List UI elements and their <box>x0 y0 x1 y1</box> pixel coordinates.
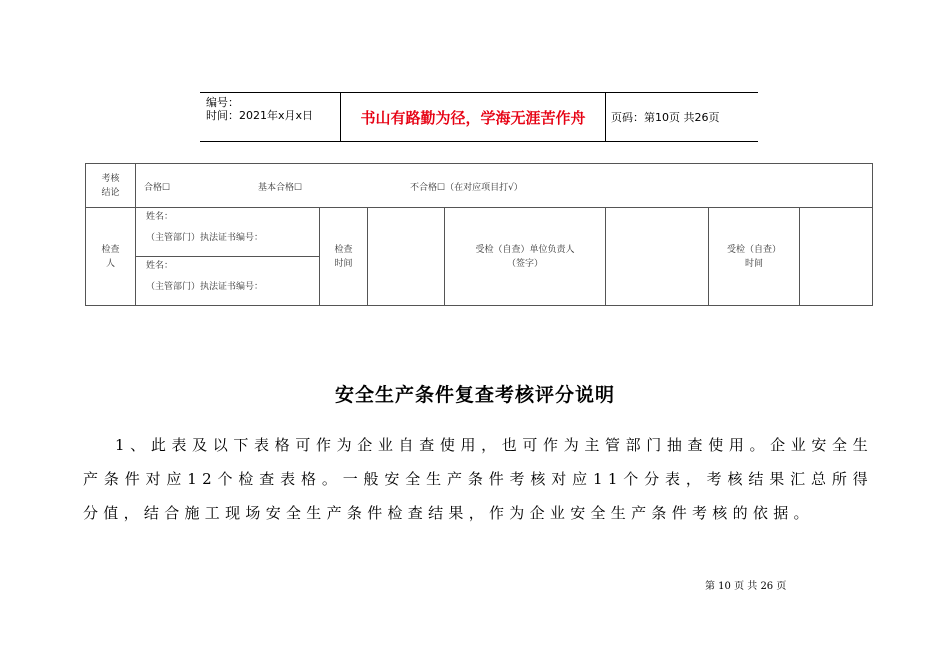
assessment-row <box>86 164 873 208</box>
assess-conclusion-label: 考核 结论 <box>86 164 136 208</box>
inspector-label: 检查 人 <box>86 208 136 306</box>
responsible-signature-value <box>606 208 709 306</box>
inspector-1-cell <box>136 208 320 257</box>
assess-options-cell <box>136 164 873 208</box>
assessment-table <box>85 163 873 306</box>
responsible-signature-label: 受检（自查）单位负责人 （签字） <box>445 208 606 306</box>
number-label: 编号： <box>206 96 239 109</box>
page-footer: 第 10 页 共 26 页 <box>705 581 787 592</box>
option-fail: 不合格☐（在对应项目打√） <box>410 183 523 193</box>
inspected-time-label: 受检（自查） 时间 <box>709 208 800 306</box>
inspector-2-cert-label: （主管部门）执法证书编号： <box>146 282 264 292</box>
inspector-2-name-label: 姓名： <box>146 261 174 271</box>
inspector-2-cell <box>136 257 320 306</box>
document-header <box>200 92 758 142</box>
page-info: 页码：第10页 共26页 <box>611 111 720 124</box>
motto-text: 书山有路勤为径，学海无涯苦作舟 <box>340 93 606 141</box>
check-time-value <box>368 208 445 306</box>
inspected-time-value <box>800 208 873 306</box>
inspector-1-name-label: 姓名： <box>146 212 174 222</box>
explanation-paragraph: 1、此表及以下表格可作为企业自查使用，也可作为主管部门抽查使用。企业安全生产条件对应12个检查表格。一般安全生产条件考核对应11个分表，考核结果汇总所得分值，结合施工现场安全生产条件检查结果，作为企业安全生产条件考核的依据。 <box>83 436 873 522</box>
date-label: 时间：2021年x月x日 <box>206 109 314 122</box>
check-time-label: 检查 时间 <box>320 208 368 306</box>
option-basic-pass: 基本合格☐ <box>258 183 303 193</box>
section-title: 安全生产条件复查考核评分说明 <box>334 384 615 406</box>
inspector-1-cert-label: （主管部门）执法证书编号： <box>146 233 264 243</box>
header-meta-cell <box>200 93 340 141</box>
option-pass: 合格☐ <box>144 183 171 193</box>
inspector-row-1 <box>86 208 873 257</box>
